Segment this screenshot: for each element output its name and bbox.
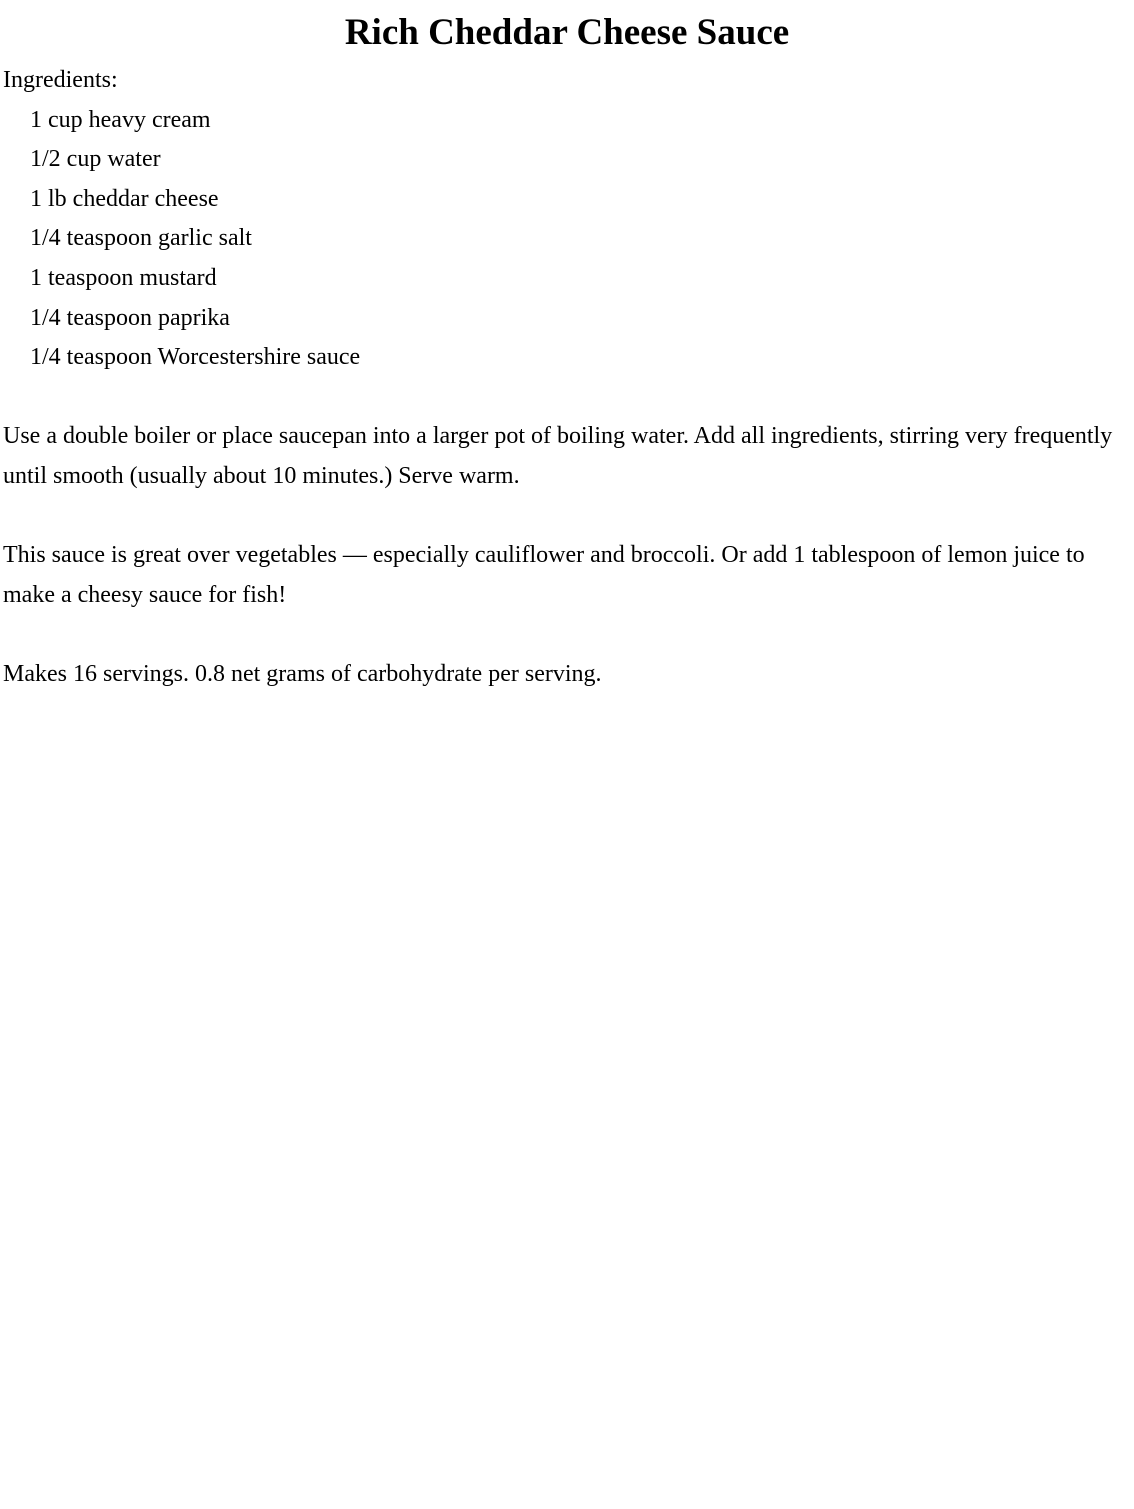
spacer <box>3 378 1123 418</box>
ingredient-item: 1/4 teaspoon paprika <box>30 304 230 331</box>
recipe-body <box>3 61 1123 695</box>
ingredient-item: 1 lb cheddar cheese <box>30 185 219 212</box>
ingredient-item: 1/4 teaspoon garlic salt <box>30 225 252 252</box>
ingredient-item: 1/4 teaspoon Worcestershire sauce <box>30 344 361 371</box>
ingredient-item: 1 teaspoon mustard <box>30 264 217 291</box>
yield-paragraph: Makes 16 servings. 0.8 net grams of carbohydrate per serving. <box>3 660 602 687</box>
ingredient-item: 1 cup heavy cream <box>30 106 211 133</box>
instructions-paragraph: Use a double boiler or place saucepan into a larger pot of boiling water. Add all ingredients, stirring very frequently until smooth (usually about 10 minutes.) Serve warm. <box>3 423 1113 489</box>
recipe-title: Rich Cheddar Cheese Sauce <box>344 12 790 53</box>
ingredients-label: Ingredients: <box>3 67 118 93</box>
ingredient-item: 1/2 cup water <box>30 146 161 173</box>
serving-tip-paragraph: This sauce is great over vegetables — especially cauliflower and broccoli. Or add 1 tablespoon of lemon juice to make a cheesy sauce for fish! <box>3 542 1085 608</box>
ingredients-list <box>3 101 1123 378</box>
spacer <box>3 497 1123 537</box>
spacer <box>3 615 1123 655</box>
